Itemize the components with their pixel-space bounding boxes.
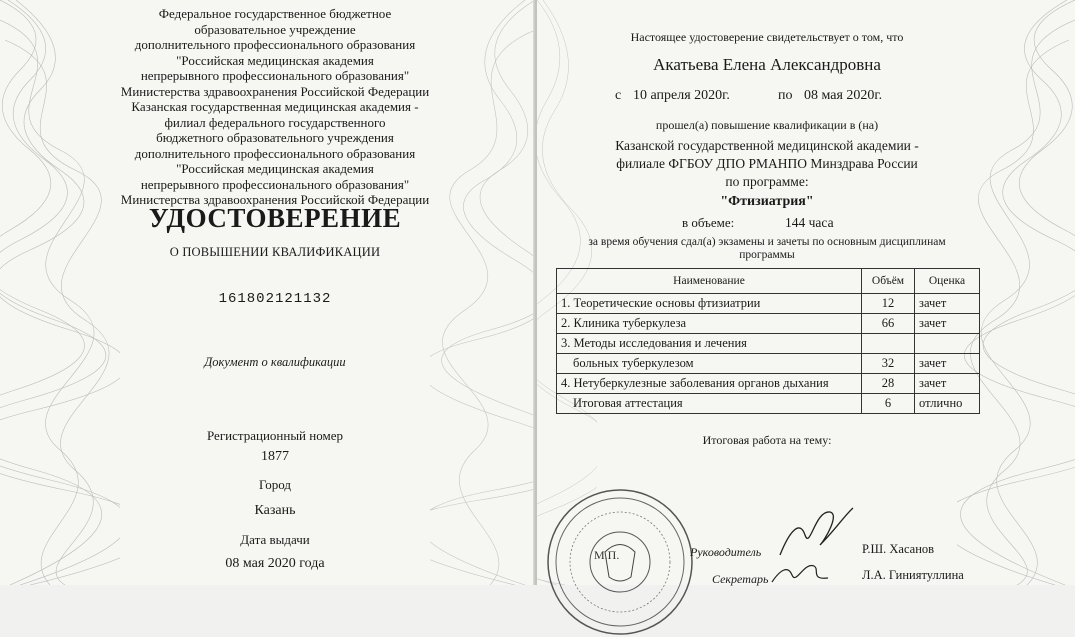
secretary-signature [770, 560, 830, 585]
discipline-hours [862, 334, 915, 354]
discipline-grade: зачет [915, 374, 980, 394]
registration-number: 1877 [261, 449, 289, 464]
period-from-date: 10 апреля 2020г. [633, 88, 730, 103]
discipline-name: 2. Клиника туберкулеза [557, 314, 862, 334]
table-row [557, 334, 980, 354]
org-line: дополнительного профессионального образования [134, 145, 416, 161]
program-label: по программе: [725, 174, 809, 189]
certification-intro: Настоящее удостоверение свидетельствует о том, что [630, 30, 904, 44]
discipline-grade: отлично [915, 394, 980, 414]
discipline-grade: зачет [915, 354, 980, 374]
org-line: Министерства здравоохранения Российской Федерации [120, 192, 430, 207]
org-line: образовательное учреждение [194, 21, 356, 37]
discipline-hours: 66 [862, 314, 915, 334]
discipline-hours: 28 [862, 374, 915, 394]
city-value: Казань [254, 503, 296, 518]
discipline-name: Итоговая аттестация [557, 394, 862, 414]
certificate-title: УДОСТОВЕРЕНИЕ [148, 203, 402, 233]
volume-value: 144 часа [785, 215, 834, 230]
issuing-organization [95, 6, 455, 208]
table-header-row [557, 269, 980, 294]
period-to-prefix: по [778, 88, 793, 103]
org-line: бюджетного образовательного учреждения [156, 130, 394, 145]
org-line: непрерывного профессионального образования" [140, 176, 410, 192]
org-line: Казанская государственная медицинская академия - [131, 99, 419, 114]
org-line: Министерства здравоохранения Российской Федерации [120, 83, 430, 99]
table-row [557, 354, 980, 374]
org-line: "Российская медицинская академия [176, 161, 374, 176]
exams-text-line-2: программы [739, 249, 795, 261]
head-name: Р.Ш. Хасанов [862, 542, 935, 556]
discipline-name: больных туберкулезом [557, 354, 862, 374]
secretary-name: Л.А. Гиниятуллина [862, 568, 964, 582]
table-row [557, 394, 980, 414]
disciplines-table [556, 268, 980, 414]
certificate-number: 161802121132 [218, 291, 332, 307]
org-line: непрерывного профессионального образования" [140, 68, 410, 83]
org-line: "Российская медицинская академия [176, 52, 374, 68]
issue-date-label: Дата выдачи [240, 532, 310, 547]
discipline-hours: 6 [862, 394, 915, 414]
discipline-grade [915, 334, 980, 354]
official-seal-icon [545, 487, 695, 637]
holder-name: Акатьева Елена Александровна [653, 55, 881, 74]
org-line: дополнительного профессионального образования [134, 37, 416, 52]
document-type: Документ о квалификации [204, 355, 346, 369]
head-label: Руководитель [690, 545, 762, 559]
discipline-name: 1. Теоретические основы фтизиатрии [557, 294, 862, 314]
secretary-label: Секретарь [712, 572, 769, 586]
discipline-hours: 12 [862, 294, 915, 314]
program-name: "Фтизиатрия" [720, 194, 814, 209]
table-row [557, 374, 980, 394]
discipline-name: 4. Нетуберкулезные заболевания органов дыхания [557, 374, 862, 394]
period-to-date: 08 мая 2020г. [804, 88, 883, 103]
city-label: Город [258, 477, 292, 492]
left-page [0, 0, 535, 585]
institution-line-1: Казанской государственной медицинской академии - [615, 138, 919, 153]
certificate-subtitle: О ПОВЫШЕНИИ КВАЛИФИКАЦИИ [169, 245, 381, 259]
org-line: Федеральное государственное бюджетное [158, 6, 392, 21]
volume-label: в объеме: [682, 215, 735, 230]
exams-text-line-1: за время обучения сдал(а) экзамены и зачеты по основным дисциплинам [588, 236, 946, 248]
table-row [557, 294, 980, 314]
column-header-name: Наименование [557, 269, 862, 294]
seal-mark: М.П. [594, 548, 620, 562]
period-from-prefix: с [615, 88, 622, 103]
registration-label: Регистрационный номер [207, 428, 343, 443]
discipline-grade: зачет [915, 294, 980, 314]
final-work-label: Итоговая работа на тему: [702, 433, 832, 447]
column-header-hours: Объём [862, 269, 915, 294]
discipline-hours: 32 [862, 354, 915, 374]
discipline-grade: зачет [915, 314, 980, 334]
org-line: филиал федерального государственного [164, 114, 386, 130]
discipline-name: 3. Методы исследования и лечения [557, 334, 862, 354]
column-header-grade: Оценка [915, 269, 980, 294]
table-row [557, 314, 980, 334]
head-signature [775, 500, 855, 560]
qualification-passed: прошел(а) повышение квалификации в (на) [655, 118, 879, 132]
institution-line-2: филиале ФГБОУ ДПО РМАНПО Минздрава России [616, 156, 918, 171]
issue-date: 08 мая 2020 года [225, 556, 325, 571]
